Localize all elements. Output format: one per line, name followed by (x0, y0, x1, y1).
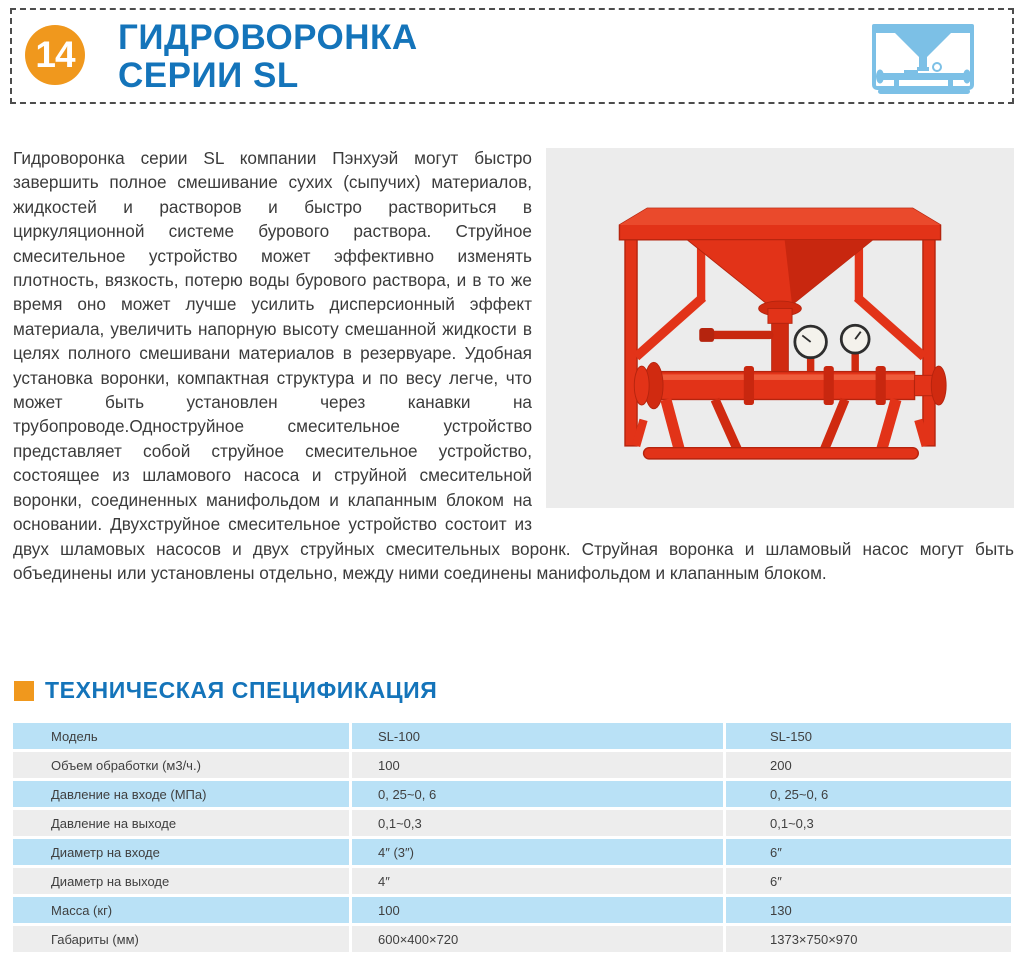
spec-label: Диаметр на входе (13, 839, 349, 865)
spec-value-sl150: 0, 25~0, 6 (726, 781, 1011, 807)
intro-section (13, 146, 1014, 585)
spec-label: Модель (13, 723, 349, 749)
spec-value-sl100: 0, 25~0, 6 (352, 781, 723, 807)
spec-value-sl100: 100 (352, 752, 723, 778)
page-title-line1: ГИДРОВОРОНКА (118, 18, 418, 57)
section-number-badge (25, 25, 85, 85)
spec-label: Объем обработки (м3/ч.) (13, 752, 349, 778)
orange-square-icon (14, 681, 34, 701)
spec-label: Давление на входе (МПа) (13, 781, 349, 807)
hydro-funnel-illustration (560, 160, 1000, 496)
spec-section-heading (14, 677, 1024, 704)
description-text: Гидроворонка серии SL компании Пэнхуэй могут быстро завершить полное смешивание сухих (сыпучих) материалов, жидкостей и растворов и быстро раствориться в циркуляционной системе бурового раствора. Струйное смесительное устройство может эффективно изменять плотность, вязкость, потерю воды бурового раствора, и в то же время оно может лучше усилить дисперсионный эффект материала, увеличить напорную высоту смешанной жидкости в целях полного смешивани материалов в резервуаре. Удобная установка воронки, компактная структура и по весу легче, что может быть установлен через канавки на трубопроводе.Одноструйное смесительное устройство представляет собой струйное смесительное устройство, состоящее из шламового насоса и струйной смесительной воронки, соединенных манифольдом и клапанным блоком на основании. Двухструйное смесительное устройство состоит из двух шламовых насосов и двух струйных смесительных воронк. Струйная воронка и шламовый насос могут быть объединены или установлены отдельно, между ними соединены манифольдом и клапанным блоком. (13, 148, 1014, 583)
spec-table (10, 720, 1014, 955)
table-row (13, 868, 1011, 894)
spec-value-sl100: 4″ (3″) (352, 839, 723, 865)
page-title-line2: СЕРИИ SL (118, 56, 299, 95)
table-row (13, 926, 1011, 952)
spec-value-sl150: 200 (726, 752, 1011, 778)
spec-value-sl150: 1373×750×970 (726, 926, 1011, 952)
table-row (13, 810, 1011, 836)
table-row (13, 897, 1011, 923)
product-photo (546, 148, 1014, 508)
table-row (13, 781, 1011, 807)
page-title (118, 19, 418, 95)
spec-value-sl150: 130 (726, 897, 1011, 923)
spec-label: Габариты (мм) (13, 926, 349, 952)
spec-value-sl150: SL-150 (726, 723, 1011, 749)
spec-value-sl100: 100 (352, 897, 723, 923)
table-row (13, 752, 1011, 778)
spec-value-sl100: 4″ (352, 868, 723, 894)
spec-value-sl100: SL-100 (352, 723, 723, 749)
spec-label: Диаметр на выходе (13, 868, 349, 894)
header (10, 8, 1014, 104)
spec-section-title: ТЕХНИЧЕСКАЯ СПЕЦИФИКАЦИЯ (45, 677, 438, 704)
table-row (13, 839, 1011, 865)
spec-label: Давление на выходе (13, 810, 349, 836)
spec-value-sl150: 6″ (726, 868, 1011, 894)
spec-label: Масса (кг) (13, 897, 349, 923)
spec-value-sl150: 6″ (726, 839, 1011, 865)
spec-value-sl100: 600×400×720 (352, 926, 723, 952)
spec-value-sl100: 0,1~0,3 (352, 810, 723, 836)
table-row (13, 723, 1011, 749)
spec-value-sl150: 0,1~0,3 (726, 810, 1011, 836)
section-number: 14 (35, 34, 75, 75)
product-thumbnail-icon (864, 17, 982, 99)
